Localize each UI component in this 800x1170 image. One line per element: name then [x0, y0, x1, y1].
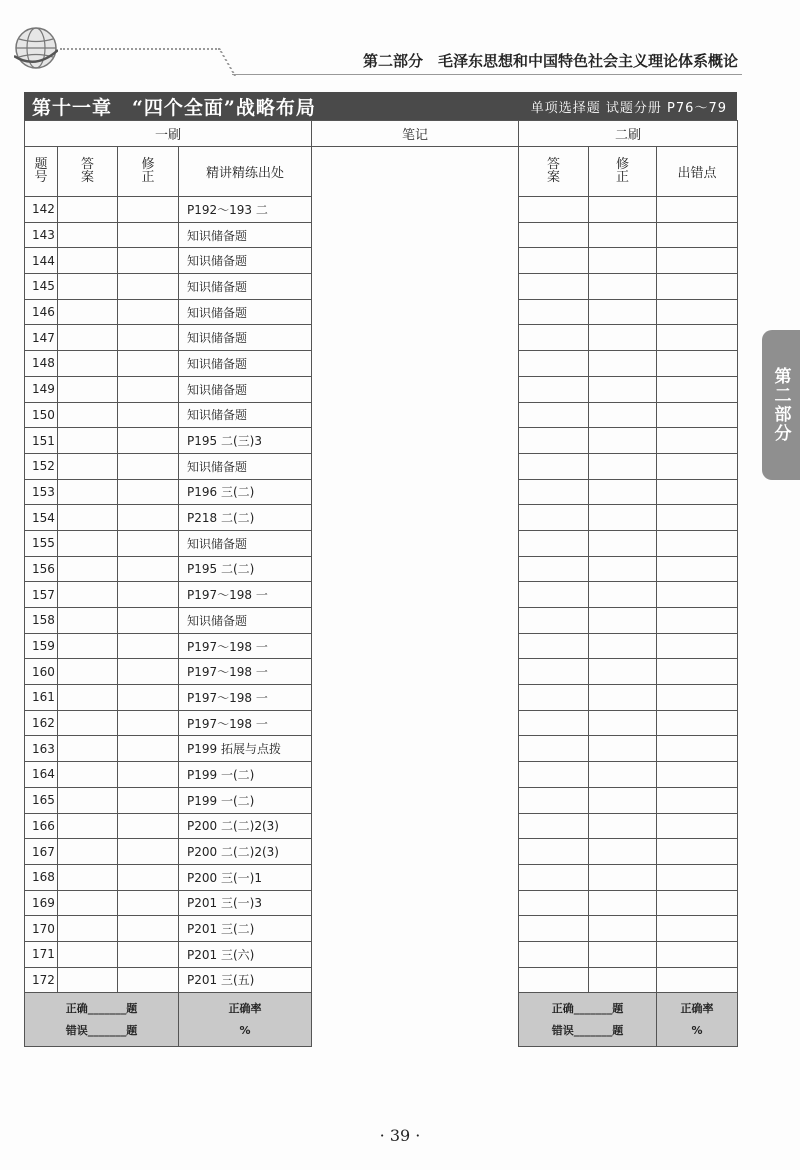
answer-cell[interactable] [58, 582, 118, 608]
question-number: 168 [25, 864, 58, 890]
answer-cell[interactable] [58, 479, 118, 505]
answer-cell[interactable] [58, 351, 118, 377]
side-section-tab [762, 330, 800, 480]
fix-cell[interactable] [118, 376, 179, 402]
answer-cell-2[interactable] [519, 402, 589, 428]
source-cell: P201 三(六) [179, 941, 312, 967]
answer-cell-2[interactable] [519, 787, 589, 813]
answer-cell[interactable] [58, 839, 118, 865]
fix-cell[interactable] [118, 402, 179, 428]
answer-cell-2[interactable] [519, 941, 589, 967]
answer-cell[interactable] [58, 967, 118, 993]
answer-cell-2[interactable] [519, 351, 589, 377]
answer-cell-2[interactable] [519, 299, 589, 325]
fix-cell-2[interactable] [589, 582, 657, 608]
question-number: 152 [25, 453, 58, 479]
answer-cell-2[interactable] [519, 274, 589, 300]
fix-cell[interactable] [118, 787, 179, 813]
fix-cell[interactable] [118, 710, 179, 736]
error-point-cell[interactable] [657, 299, 738, 325]
error-point-cell[interactable] [657, 813, 738, 839]
fix-cell-2[interactable] [589, 376, 657, 402]
second-rate-box [657, 993, 738, 1047]
fix-cell-2[interactable] [589, 685, 657, 711]
error-point-cell[interactable] [657, 967, 738, 993]
answer-cell[interactable] [58, 941, 118, 967]
answer-cell-2[interactable] [519, 556, 589, 582]
fix-cell-2[interactable] [589, 325, 657, 351]
answer-cell[interactable] [58, 916, 118, 942]
question-number: 164 [25, 762, 58, 788]
answer-cell-2[interactable] [519, 376, 589, 402]
answer-cell-2[interactable] [519, 633, 589, 659]
fix-cell[interactable] [118, 864, 179, 890]
question-number: 166 [25, 813, 58, 839]
error-point-cell[interactable] [657, 839, 738, 865]
question-number: 167 [25, 839, 58, 865]
answer-cell[interactable] [58, 402, 118, 428]
fix-cell[interactable] [118, 505, 179, 531]
question-number: 172 [25, 967, 58, 993]
answer-cell[interactable] [58, 864, 118, 890]
error-point-cell[interactable] [657, 916, 738, 942]
source-cell: 知识储备题 [179, 351, 312, 377]
fix-cell-2[interactable] [589, 453, 657, 479]
fix-cell[interactable] [118, 890, 179, 916]
fix-cell[interactable] [118, 633, 179, 659]
error-point-cell[interactable] [657, 659, 738, 685]
fix-cell[interactable] [118, 941, 179, 967]
group-second-pass: 二刷 [519, 121, 738, 147]
answer-cell[interactable] [58, 376, 118, 402]
fix-cell-2[interactable] [589, 274, 657, 300]
fix-cell[interactable] [118, 325, 179, 351]
fix-cell[interactable] [118, 248, 179, 274]
fix-cell[interactable] [118, 479, 179, 505]
error-point-cell[interactable] [657, 530, 738, 556]
first-rate-box [179, 993, 312, 1047]
chapter-bar [24, 92, 737, 120]
error-point-cell[interactable] [657, 864, 738, 890]
col-fix-2: 修正 [589, 147, 657, 197]
answer-cell-2[interactable] [519, 222, 589, 248]
fix-cell-2[interactable] [589, 428, 657, 454]
answer-cell-2[interactable] [519, 710, 589, 736]
source-cell: P200 二(二)2(3) [179, 813, 312, 839]
fix-cell-2[interactable] [589, 941, 657, 967]
source-cell: P199 一(二) [179, 762, 312, 788]
fix-cell[interactable] [118, 608, 179, 634]
question-number: 153 [25, 479, 58, 505]
question-number: 165 [25, 787, 58, 813]
fix-cell-2[interactable] [589, 351, 657, 377]
answer-cell[interactable] [58, 659, 118, 685]
source-cell: P195 二(三)3 [179, 428, 312, 454]
fix-cell-2[interactable] [589, 967, 657, 993]
fix-cell[interactable] [118, 453, 179, 479]
fix-cell-2[interactable] [589, 890, 657, 916]
col-fix: 修正 [118, 147, 179, 197]
fix-cell-2[interactable] [589, 864, 657, 890]
question-number: 151 [25, 428, 58, 454]
group-first-pass: 一刷 [25, 121, 312, 147]
correct-count-label: 正确_______题 [65, 1001, 138, 1015]
source-cell: P201 三(二) [179, 916, 312, 942]
source-cell: 知识储备题 [179, 299, 312, 325]
answer-cell-2[interactable] [519, 325, 589, 351]
fix-cell[interactable] [118, 582, 179, 608]
fix-cell[interactable] [118, 685, 179, 711]
chapter-subtitle: 单项选择题 试题分册 P76～79 [530, 100, 727, 116]
header-dotted-line [60, 48, 220, 50]
fix-cell[interactable] [118, 197, 179, 223]
wrong-count-label-2: 错误_______题 [551, 1023, 624, 1037]
source-cell: P195 二(二) [179, 556, 312, 582]
globe-icon [14, 26, 58, 70]
correct-count-label-2: 正确_______题 [551, 1001, 624, 1015]
error-point-cell[interactable] [657, 505, 738, 531]
fix-cell[interactable] [118, 967, 179, 993]
page-number: · 39 · [379, 1126, 421, 1145]
answer-cell-2[interactable] [519, 248, 589, 274]
source-cell: 知识储备题 [179, 248, 312, 274]
fix-cell-2[interactable] [589, 222, 657, 248]
answer-cell-2[interactable] [519, 530, 589, 556]
question-number: 159 [25, 633, 58, 659]
answer-cell-2[interactable] [519, 685, 589, 711]
question-number: 143 [25, 222, 58, 248]
fix-cell[interactable] [118, 659, 179, 685]
answer-cell[interactable] [58, 325, 118, 351]
answer-cell-2[interactable] [519, 967, 589, 993]
error-point-cell[interactable] [657, 710, 738, 736]
answer-cell-2[interactable] [519, 864, 589, 890]
error-point-cell[interactable] [657, 222, 738, 248]
error-point-cell[interactable] [657, 479, 738, 505]
answer-cell[interactable] [58, 248, 118, 274]
fix-cell-2[interactable] [589, 299, 657, 325]
fix-cell-2[interactable] [589, 197, 657, 223]
header-rule [232, 74, 742, 75]
question-number: 144 [25, 248, 58, 274]
question-number: 148 [25, 351, 58, 377]
question-number: 162 [25, 710, 58, 736]
col-answer-2: 答案 [519, 147, 589, 197]
question-number: 150 [25, 402, 58, 428]
source-cell: P197～198 一 [179, 582, 312, 608]
fix-cell[interactable] [118, 736, 179, 762]
answer-cell-2[interactable] [519, 479, 589, 505]
side-tab-label: 第二部分 [770, 367, 791, 443]
question-number: 161 [25, 685, 58, 711]
answer-cell[interactable] [58, 197, 118, 223]
source-cell: 知识储备题 [179, 376, 312, 402]
question-number: 169 [25, 890, 58, 916]
answer-cell-2[interactable] [519, 890, 589, 916]
fix-cell[interactable] [118, 351, 179, 377]
col-answer: 答案 [58, 147, 118, 197]
col-question-no: 题号 [25, 147, 58, 197]
fix-cell-2[interactable] [589, 839, 657, 865]
fix-cell-2[interactable] [589, 556, 657, 582]
answer-cell[interactable] [58, 633, 118, 659]
fix-cell-2[interactable] [589, 402, 657, 428]
fix-cell-2[interactable] [589, 762, 657, 788]
question-number: 149 [25, 376, 58, 402]
part-title: 第二部分 毛泽东思想和中国特色社会主义理论体系概论 [362, 52, 738, 70]
source-cell: P199 一(二) [179, 787, 312, 813]
answer-cell[interactable] [58, 685, 118, 711]
question-number: 145 [25, 274, 58, 300]
source-cell: P201 三(一)3 [179, 890, 312, 916]
answer-cell-2[interactable] [519, 582, 589, 608]
answer-cell[interactable] [58, 890, 118, 916]
source-cell: P197～198 一 [179, 633, 312, 659]
answer-cell[interactable] [58, 710, 118, 736]
fix-cell[interactable] [118, 222, 179, 248]
answer-cell[interactable] [58, 428, 118, 454]
error-point-cell[interactable] [657, 787, 738, 813]
source-cell: P197～198 一 [179, 685, 312, 711]
fix-cell-2[interactable] [589, 505, 657, 531]
answer-cell-2[interactable] [519, 839, 589, 865]
error-point-cell[interactable] [657, 197, 738, 223]
fix-cell-2[interactable] [589, 530, 657, 556]
fix-cell[interactable] [118, 762, 179, 788]
question-number: 158 [25, 608, 58, 634]
source-cell: P218 二(二) [179, 505, 312, 531]
answer-cell[interactable] [58, 274, 118, 300]
source-cell: P200 二(二)2(3) [179, 839, 312, 865]
source-cell: 知识储备题 [179, 530, 312, 556]
fix-cell-2[interactable] [589, 710, 657, 736]
answer-cell[interactable] [58, 608, 118, 634]
notes-area[interactable] [312, 147, 519, 1047]
fix-cell-2[interactable] [589, 479, 657, 505]
answer-cell[interactable] [58, 505, 118, 531]
fix-cell-2[interactable] [589, 248, 657, 274]
question-number: 155 [25, 530, 58, 556]
answer-cell[interactable] [58, 222, 118, 248]
error-point-cell[interactable] [657, 685, 738, 711]
question-number: 146 [25, 299, 58, 325]
error-point-cell[interactable] [657, 633, 738, 659]
answer-cell[interactable] [58, 787, 118, 813]
error-point-cell[interactable] [657, 453, 738, 479]
question-number: 171 [25, 941, 58, 967]
error-point-cell[interactable] [657, 736, 738, 762]
question-number: 160 [25, 659, 58, 685]
fix-cell[interactable] [118, 274, 179, 300]
fix-cell-2[interactable] [589, 736, 657, 762]
answer-table [24, 120, 738, 1047]
question-number: 157 [25, 582, 58, 608]
error-point-cell[interactable] [657, 402, 738, 428]
error-point-cell[interactable] [657, 376, 738, 402]
question-number: 163 [25, 736, 58, 762]
source-cell: 知识储备题 [179, 325, 312, 351]
answer-cell[interactable] [58, 453, 118, 479]
source-cell: P197～198 一 [179, 710, 312, 736]
answer-cell-2[interactable] [519, 762, 589, 788]
group-notes: 笔记 [312, 121, 519, 147]
fix-cell-2[interactable] [589, 608, 657, 634]
error-point-cell[interactable] [657, 556, 738, 582]
fix-cell-2[interactable] [589, 787, 657, 813]
answer-cell-2[interactable] [519, 736, 589, 762]
error-point-cell[interactable] [657, 890, 738, 916]
error-point-cell[interactable] [657, 351, 738, 377]
source-cell: P196 三(二) [179, 479, 312, 505]
fix-cell[interactable] [118, 839, 179, 865]
source-cell: 知识储备题 [179, 453, 312, 479]
fix-cell-2[interactable] [589, 633, 657, 659]
error-point-cell[interactable] [657, 762, 738, 788]
source-cell: P200 三(一)1 [179, 864, 312, 890]
rate-unit-2: % [691, 1023, 703, 1037]
answer-sheet [24, 92, 737, 1047]
fix-cell[interactable] [118, 556, 179, 582]
source-cell: 知识储备题 [179, 274, 312, 300]
second-count-box [519, 993, 657, 1047]
answer-cell[interactable] [58, 762, 118, 788]
rate-label-2: 正确率 [680, 1001, 714, 1015]
answer-cell-2[interactable] [519, 453, 589, 479]
fix-cell[interactable] [118, 530, 179, 556]
answer-cell[interactable] [58, 299, 118, 325]
error-point-cell[interactable] [657, 428, 738, 454]
chapter-title: 第十一章 “四个全面”战略布局 [32, 96, 316, 119]
answer-cell[interactable] [58, 813, 118, 839]
fix-cell[interactable] [118, 299, 179, 325]
rate-unit: % [239, 1023, 251, 1037]
answer-cell-2[interactable] [519, 608, 589, 634]
source-cell: 知识储备题 [179, 222, 312, 248]
col-error-point: 出错点 [657, 147, 738, 197]
answer-cell[interactable] [58, 736, 118, 762]
question-number: 147 [25, 325, 58, 351]
fix-cell[interactable] [118, 916, 179, 942]
answer-cell[interactable] [58, 556, 118, 582]
question-number: 156 [25, 556, 58, 582]
question-number: 142 [25, 197, 58, 223]
answer-cell-2[interactable] [519, 428, 589, 454]
fix-cell-2[interactable] [589, 659, 657, 685]
source-cell: P197～198 一 [179, 659, 312, 685]
answer-cell-2[interactable] [519, 505, 589, 531]
answer-cell-2[interactable] [519, 813, 589, 839]
source-cell: 知识储备题 [179, 608, 312, 634]
error-point-cell[interactable] [657, 274, 738, 300]
wrong-count-label: 错误_______题 [65, 1023, 138, 1037]
error-point-cell[interactable] [657, 325, 738, 351]
answer-cell-2[interactable] [519, 659, 589, 685]
rate-label: 正确率 [228, 1001, 262, 1015]
source-cell: P192～193 二 [179, 197, 312, 223]
fix-cell[interactable] [118, 428, 179, 454]
answer-cell[interactable] [58, 530, 118, 556]
source-cell: 知识储备题 [179, 402, 312, 428]
answer-cell-2[interactable] [519, 916, 589, 942]
source-cell: P201 三(五) [179, 967, 312, 993]
fix-cell-2[interactable] [589, 916, 657, 942]
error-point-cell[interactable] [657, 248, 738, 274]
error-point-cell[interactable] [657, 582, 738, 608]
header-dotted-diagonal [218, 48, 270, 76]
question-number: 170 [25, 916, 58, 942]
question-number: 154 [25, 505, 58, 531]
col-source: 精讲精练出处 [179, 147, 312, 197]
fix-cell-2[interactable] [589, 813, 657, 839]
error-point-cell[interactable] [657, 941, 738, 967]
source-cell: P199 拓展与点拨 [179, 736, 312, 762]
column-header-row [25, 147, 738, 197]
fix-cell[interactable] [118, 813, 179, 839]
first-count-box [25, 993, 179, 1047]
error-point-cell[interactable] [657, 608, 738, 634]
group-header-row [25, 121, 738, 147]
answer-cell-2[interactable] [519, 197, 589, 223]
